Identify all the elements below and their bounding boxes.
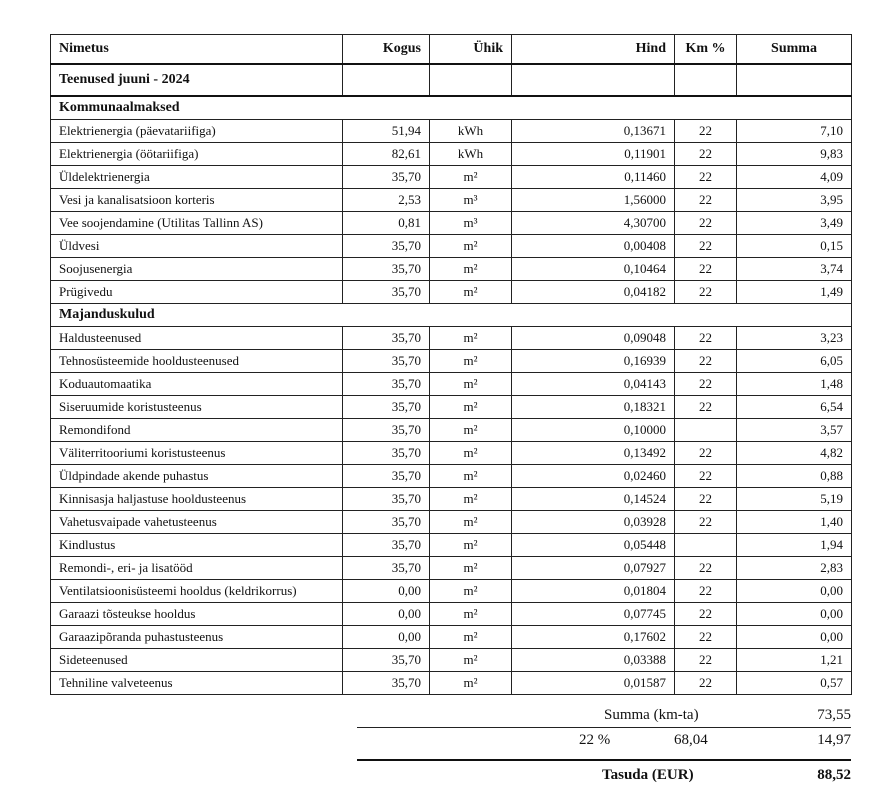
cell-name: Kindlustus xyxy=(51,534,343,557)
cell-vat: 22 xyxy=(675,189,737,212)
table-row xyxy=(51,465,852,488)
cell-vat: 22 xyxy=(675,603,737,626)
cell-name: Tehniline valveteenus xyxy=(51,672,343,695)
cell-vat: 22 xyxy=(675,350,737,373)
cell-name: Prügivedu xyxy=(51,281,343,304)
cell-vat: 22 xyxy=(675,465,737,488)
cell-price: 0,05448 xyxy=(512,534,675,557)
table-row xyxy=(51,534,852,557)
cell-price: 0,11901 xyxy=(512,143,675,166)
cell-price: 0,01587 xyxy=(512,672,675,695)
table-row xyxy=(51,672,852,695)
cell-sum: 0,57 xyxy=(737,672,852,695)
col-unit-header: Ühik xyxy=(430,35,512,65)
cell-name: Kinnisasja haljastuse hooldusteenus xyxy=(51,488,343,511)
cell-sum: 0,00 xyxy=(737,603,852,626)
cell-sum: 3,95 xyxy=(737,189,852,212)
cell-qty: 35,70 xyxy=(343,258,430,281)
subtotal-row xyxy=(357,703,851,727)
group-header-row xyxy=(51,304,852,327)
group-title: Kommunaalmaksed xyxy=(51,96,852,120)
table-row xyxy=(51,281,852,304)
table-row xyxy=(51,580,852,603)
cell-qty: 35,70 xyxy=(343,672,430,695)
cell-unit: m² xyxy=(430,580,512,603)
cell-sum: 1,48 xyxy=(737,373,852,396)
cell-vat: 22 xyxy=(675,120,737,143)
cell-name: Sideteenused xyxy=(51,649,343,672)
cell-vat xyxy=(675,534,737,557)
cell-unit: m² xyxy=(430,672,512,695)
col-name-header: Nimetus xyxy=(51,35,343,65)
cell-price: 0,02460 xyxy=(512,465,675,488)
table-row xyxy=(51,258,852,281)
cell-unit: m² xyxy=(430,511,512,534)
table-row xyxy=(51,396,852,419)
cell-qty: 0,00 xyxy=(343,626,430,649)
cell-sum: 0,88 xyxy=(737,465,852,488)
table-row xyxy=(51,649,852,672)
cell-unit: m² xyxy=(430,281,512,304)
cell-name: Remondifond xyxy=(51,419,343,442)
table-row xyxy=(51,189,852,212)
cell-name: Üldvesi xyxy=(51,235,343,258)
cell-vat: 22 xyxy=(675,557,737,580)
cell-name: Tehnosüsteemide hooldusteenused xyxy=(51,350,343,373)
cell-unit: m² xyxy=(430,465,512,488)
cell-vat: 22 xyxy=(675,442,737,465)
cell-price: 0,03388 xyxy=(512,649,675,672)
cell-unit: m² xyxy=(430,258,512,281)
cell-unit: m³ xyxy=(430,212,512,235)
cell-vat: 22 xyxy=(675,649,737,672)
cell-qty: 35,70 xyxy=(343,488,430,511)
cell-name: Siseruumide koristusteenus xyxy=(51,396,343,419)
cell-price: 0,16939 xyxy=(512,350,675,373)
vat-rate: 22 % xyxy=(579,732,611,748)
cell-vat: 22 xyxy=(675,235,737,258)
cell-qty: 35,70 xyxy=(343,557,430,580)
table-row xyxy=(51,166,852,189)
cell-name: Vahetusvaipade vahetusteenus xyxy=(51,511,343,534)
cell-qty: 35,70 xyxy=(343,534,430,557)
col-sum-header: Summa xyxy=(737,35,852,65)
cell-name: Vesi ja kanalisatsioon korteris xyxy=(51,189,343,212)
cell-sum: 4,82 xyxy=(737,442,852,465)
cell-vat: 22 xyxy=(675,212,737,235)
cell-sum: 0,00 xyxy=(737,626,852,649)
cell-sum: 0,15 xyxy=(737,235,852,258)
cell-unit: m² xyxy=(430,626,512,649)
cell-unit: m² xyxy=(430,166,512,189)
cell-vat: 22 xyxy=(675,373,737,396)
cell-qty: 0,00 xyxy=(343,603,430,626)
cell-sum: 2,83 xyxy=(737,557,852,580)
cell-vat: 22 xyxy=(675,488,737,511)
subtotal-label: Summa (km-ta) xyxy=(604,707,699,723)
vat-base: 68,04 xyxy=(674,732,708,748)
group-title: Majanduskulud xyxy=(51,304,852,327)
cell-name: Koduautomaatika xyxy=(51,373,343,396)
cell-sum: 3,57 xyxy=(737,419,852,442)
cell-sum: 3,74 xyxy=(737,258,852,281)
cell-name: Haldusteenused xyxy=(51,327,343,350)
cell-vat: 22 xyxy=(675,580,737,603)
cell-vat: 22 xyxy=(675,258,737,281)
cell-unit: m² xyxy=(430,350,512,373)
invoice-table xyxy=(50,34,852,695)
cell-qty: 35,70 xyxy=(343,465,430,488)
cell-qty: 35,70 xyxy=(343,166,430,189)
cell-price: 0,07745 xyxy=(512,603,675,626)
cell-unit: m² xyxy=(430,557,512,580)
cell-qty: 35,70 xyxy=(343,281,430,304)
cell-price: 0,13671 xyxy=(512,120,675,143)
table-row xyxy=(51,120,852,143)
amount-due-value: 88,52 xyxy=(817,767,851,783)
subtotal-value: 73,55 xyxy=(817,707,851,723)
cell-name: Elektrienergia (öötariifiga) xyxy=(51,143,343,166)
cell-qty: 35,70 xyxy=(343,235,430,258)
cell-price: 0,14524 xyxy=(512,488,675,511)
cell-price: 4,30700 xyxy=(512,212,675,235)
cell-price: 0,04143 xyxy=(512,373,675,396)
table-row xyxy=(51,143,852,166)
cell-sum: 1,40 xyxy=(737,511,852,534)
cell-unit: m² xyxy=(430,327,512,350)
col-price-header: Hind xyxy=(512,35,675,65)
table-row xyxy=(51,373,852,396)
cell-price: 0,03928 xyxy=(512,511,675,534)
cell-unit: m² xyxy=(430,603,512,626)
cell-qty: 0,00 xyxy=(343,580,430,603)
cell-vat xyxy=(675,419,737,442)
cell-name: Vee soojendamine (Utilitas Tallinn AS) xyxy=(51,212,343,235)
cell-qty: 35,70 xyxy=(343,649,430,672)
cell-unit: m² xyxy=(430,534,512,557)
cell-name: Üldelektrienergia xyxy=(51,166,343,189)
cell-vat: 22 xyxy=(675,626,737,649)
cell-qty: 35,70 xyxy=(343,373,430,396)
table-row xyxy=(51,235,852,258)
vat-amount: 14,97 xyxy=(817,732,851,748)
cell-unit: m² xyxy=(430,396,512,419)
table-row xyxy=(51,488,852,511)
cell-unit: m² xyxy=(430,419,512,442)
cell-sum: 9,83 xyxy=(737,143,852,166)
table-row xyxy=(51,212,852,235)
table-row xyxy=(51,350,852,373)
table-row xyxy=(51,327,852,350)
cell-name: Garaazi tõsteukse hooldus xyxy=(51,603,343,626)
header-row xyxy=(51,35,852,65)
cell-sum: 6,05 xyxy=(737,350,852,373)
period-title: Teenused juuni - 2024 xyxy=(51,64,343,96)
cell-unit: m² xyxy=(430,442,512,465)
cell-qty: 35,70 xyxy=(343,327,430,350)
col-vat-header: Km % xyxy=(675,35,737,65)
cell-name: Väliterritooriumi koristusteenus xyxy=(51,442,343,465)
cell-price: 1,56000 xyxy=(512,189,675,212)
cell-unit: kWh xyxy=(430,143,512,166)
cell-sum: 1,21 xyxy=(737,649,852,672)
table-row xyxy=(51,603,852,626)
cell-qty: 35,70 xyxy=(343,396,430,419)
cell-vat: 22 xyxy=(675,511,737,534)
cell-qty: 35,70 xyxy=(343,511,430,534)
amount-due-row xyxy=(357,759,851,789)
cell-sum: 7,10 xyxy=(737,120,852,143)
cell-price: 0,10000 xyxy=(512,419,675,442)
cell-vat: 22 xyxy=(675,166,737,189)
cell-vat: 22 xyxy=(675,143,737,166)
cell-price: 0,11460 xyxy=(512,166,675,189)
cell-qty: 82,61 xyxy=(343,143,430,166)
cell-sum: 1,49 xyxy=(737,281,852,304)
cell-price: 0,18321 xyxy=(512,396,675,419)
cell-price: 0,07927 xyxy=(512,557,675,580)
cell-sum: 1,94 xyxy=(737,534,852,557)
cell-name: Remondi-, eri- ja lisatööd xyxy=(51,557,343,580)
cell-unit: m² xyxy=(430,235,512,258)
table-row xyxy=(51,557,852,580)
cell-price: 0,17602 xyxy=(512,626,675,649)
cell-vat: 22 xyxy=(675,327,737,350)
cell-sum: 5,19 xyxy=(737,488,852,511)
vat-row xyxy=(357,727,851,752)
cell-price: 0,09048 xyxy=(512,327,675,350)
cell-price: 0,00408 xyxy=(512,235,675,258)
cell-unit: m² xyxy=(430,649,512,672)
group-header-row xyxy=(51,96,852,120)
cell-qty: 2,53 xyxy=(343,189,430,212)
cell-qty: 35,70 xyxy=(343,442,430,465)
cell-unit: kWh xyxy=(430,120,512,143)
table-row xyxy=(51,442,852,465)
amount-due-label: Tasuda (EUR) xyxy=(602,767,694,783)
col-qty-header: Kogus xyxy=(343,35,430,65)
cell-sum: 0,00 xyxy=(737,580,852,603)
cell-unit: m³ xyxy=(430,189,512,212)
table-row xyxy=(51,419,852,442)
cell-vat: 22 xyxy=(675,672,737,695)
cell-name: Üldpindade akende puhastus xyxy=(51,465,343,488)
cell-qty: 51,94 xyxy=(343,120,430,143)
cell-price: 0,13492 xyxy=(512,442,675,465)
table-row xyxy=(51,626,852,649)
cell-sum: 3,23 xyxy=(737,327,852,350)
cell-sum: 4,09 xyxy=(737,166,852,189)
cell-name: Elektrienergia (päevatariifiga) xyxy=(51,120,343,143)
cell-qty: 35,70 xyxy=(343,350,430,373)
cell-vat: 22 xyxy=(675,396,737,419)
cell-name: Soojusenergia xyxy=(51,258,343,281)
cell-name: Garaazipõranda puhastusteenus xyxy=(51,626,343,649)
cell-price: 0,01804 xyxy=(512,580,675,603)
cell-qty: 35,70 xyxy=(343,419,430,442)
cell-unit: m² xyxy=(430,488,512,511)
cell-sum: 6,54 xyxy=(737,396,852,419)
cell-vat: 22 xyxy=(675,281,737,304)
cell-price: 0,04182 xyxy=(512,281,675,304)
table-row xyxy=(51,511,852,534)
period-row xyxy=(51,64,852,96)
cell-price: 0,10464 xyxy=(512,258,675,281)
cell-sum: 3,49 xyxy=(737,212,852,235)
cell-qty: 0,81 xyxy=(343,212,430,235)
cell-name: Ventilatsioonisüsteemi hooldus (keldrikorrus) xyxy=(51,580,343,603)
cell-unit: m² xyxy=(430,373,512,396)
